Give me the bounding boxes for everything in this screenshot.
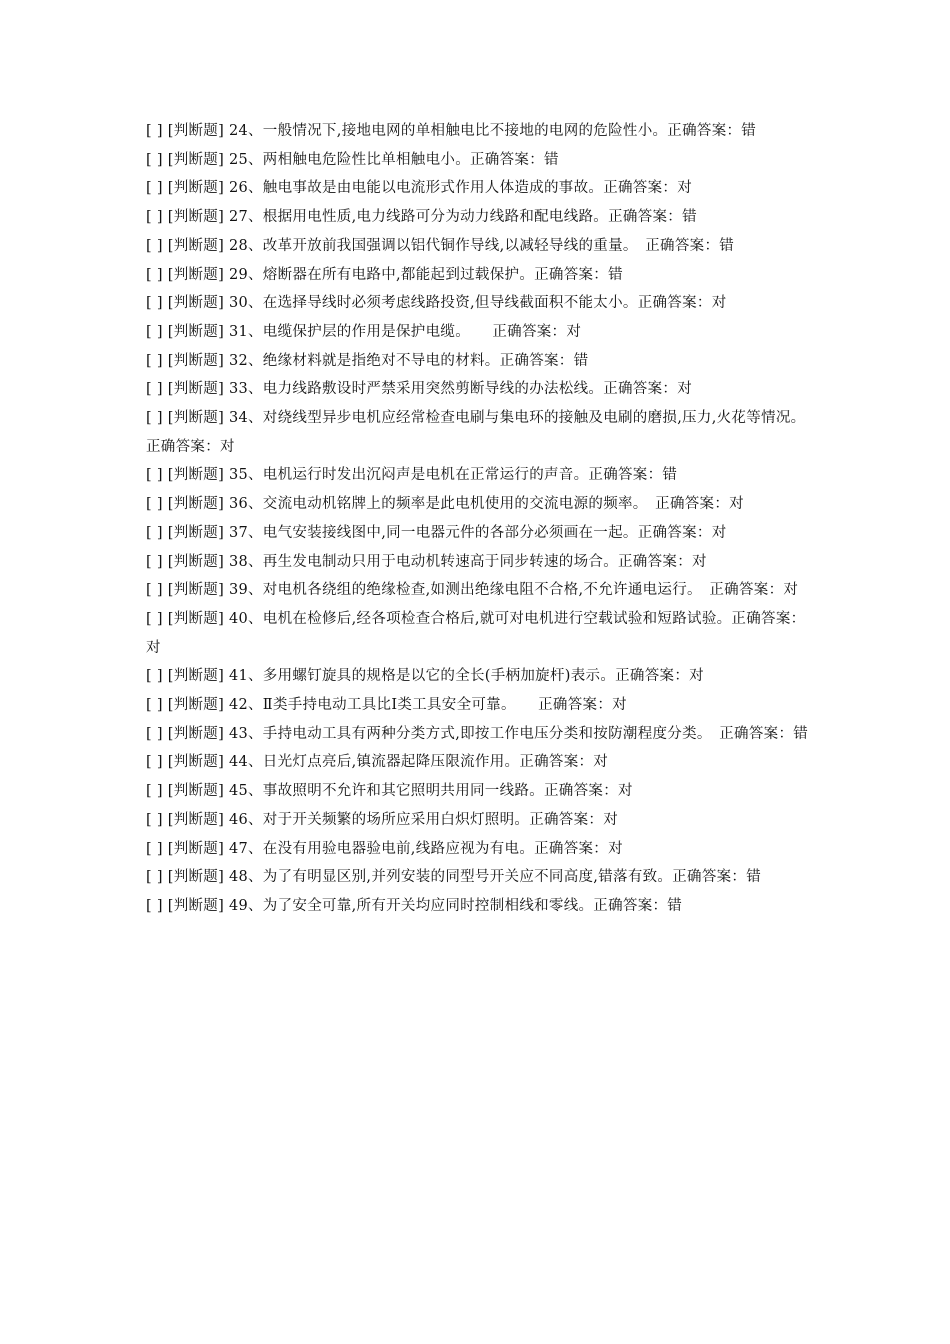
question-item: [ ] [判断题] 32、绝缘材料就是指绝对不导电的材料。正确答案：错 xyxy=(146,352,589,369)
question-item: [ ] [判断题] 25、两相触电危险性比单相触电小。正确答案：错 xyxy=(146,151,559,168)
question-item: [ ] [判断题] 46、对于开关频繁的场所应采用白炽灯照明。正确答案：对 xyxy=(146,811,619,828)
question-item: [ ] [判断题] 43、手持电动工具有两种分类方式,即按工作电压分类和按防潮程度分类。 正确答案：错 xyxy=(146,725,809,742)
question-item: [ ] [判断题] 29、熔断器在所有电路中,都能起到过载保护。正确答案：错 xyxy=(146,266,623,283)
question-item: [ ] [判断题] 37、电气安装接线图中,同一电器元件的各部分必须画在一起。正确答案：对 xyxy=(146,524,727,541)
question-list xyxy=(146,117,811,921)
question-item: [ ] [判断题] 24、一般情况下,接地电网的单相触电比不接地的电网的危险性小。正确答案：错 xyxy=(146,123,757,139)
question-item: [ ] [判断题] 41、多用螺钉旋具的规格是以它的全长(手柄加旋杆)表示。正确答案：对 xyxy=(146,668,704,685)
question-item: [ ] [判断题] 26、触电事故是由电能以电流形式作用人体造成的事故。正确答案：对 xyxy=(146,180,693,197)
question-item: [ ] [判断题] 36、交流电动机铭牌上的频率是此电机使用的交流电源的频率。 正确答案：对 xyxy=(146,496,744,513)
question-item: [ ] [判断题] 45、事故照明不允许和其它照明共用同一线路。正确答案：对 xyxy=(146,783,633,800)
question-item: [ ] [判断题] 48、为了有明显区别,并列安装的同型号开关应不同高度,错落有致。正确答案：错 xyxy=(146,869,762,886)
question-item: [ ] [判断题] 33、电力线路敷设时严禁采用突然剪断导线的办法松线。正确答案：对 xyxy=(146,381,693,398)
question-item: [ ] [判断题] 42、Ⅱ类手持电动工具比Ⅰ类工具安全可靠。 正确答案：对 xyxy=(146,697,627,714)
question-item: [ ] [判断题] 27、根据用电性质,电力线路可分为动力线路和配电线路。正确答案：错 xyxy=(146,209,697,226)
question-item: [ ] [判断题] 40、电机在检修后,经各项检查合格后,就可对电机进行空载试验和短路试验。正确答案：对 xyxy=(146,610,806,656)
question-item: [ ] [判断题] 44、日光灯点亮后,镇流器起降压限流作用。正确答案：对 xyxy=(146,754,609,771)
question-item: [ ] [判断题] 47、在没有用验电器验电前,线路应视为有电。正确答案：对 xyxy=(146,840,623,857)
question-item: [ ] [判断题] 38、再生发电制动只用于电动机转速高于同步转速的场合。正确答案：对 xyxy=(146,553,707,570)
question-item: [ ] [判断题] 30、在选择导线时必须考虑线路投资,但导线截面积不能太小。正确答案：对 xyxy=(146,295,727,312)
question-item: [ ] [判断题] 31、电缆保护层的作用是保护电缆。 正确答案：对 xyxy=(146,323,582,340)
question-item: [ ] [判断题] 39、对电机各绕组的绝缘检查,如测出绝缘电阻不合格,不允许通电运行。 正确答案：对 xyxy=(146,582,799,599)
question-item: [ ] [判断题] 34、对绕线型异步电机应经常检查电刷与集电环的接触及电刷的磨损,压力,火花等情况。 正确答案：对 xyxy=(146,410,813,455)
question-item: [ ] [判断题] 49、为了安全可靠,所有开关均应同时控制相线和零线。正确答案：错 xyxy=(146,897,683,914)
question-item: [ ] [判断题] 28、改革开放前我国强调以铝代铜作导线,以减轻导线的重量。 正确答案：错 xyxy=(146,237,735,254)
question-item: [ ] [判断题] 35、电机运行时发出沉闷声是电机在正常运行的声音。正确答案：错 xyxy=(146,467,678,484)
